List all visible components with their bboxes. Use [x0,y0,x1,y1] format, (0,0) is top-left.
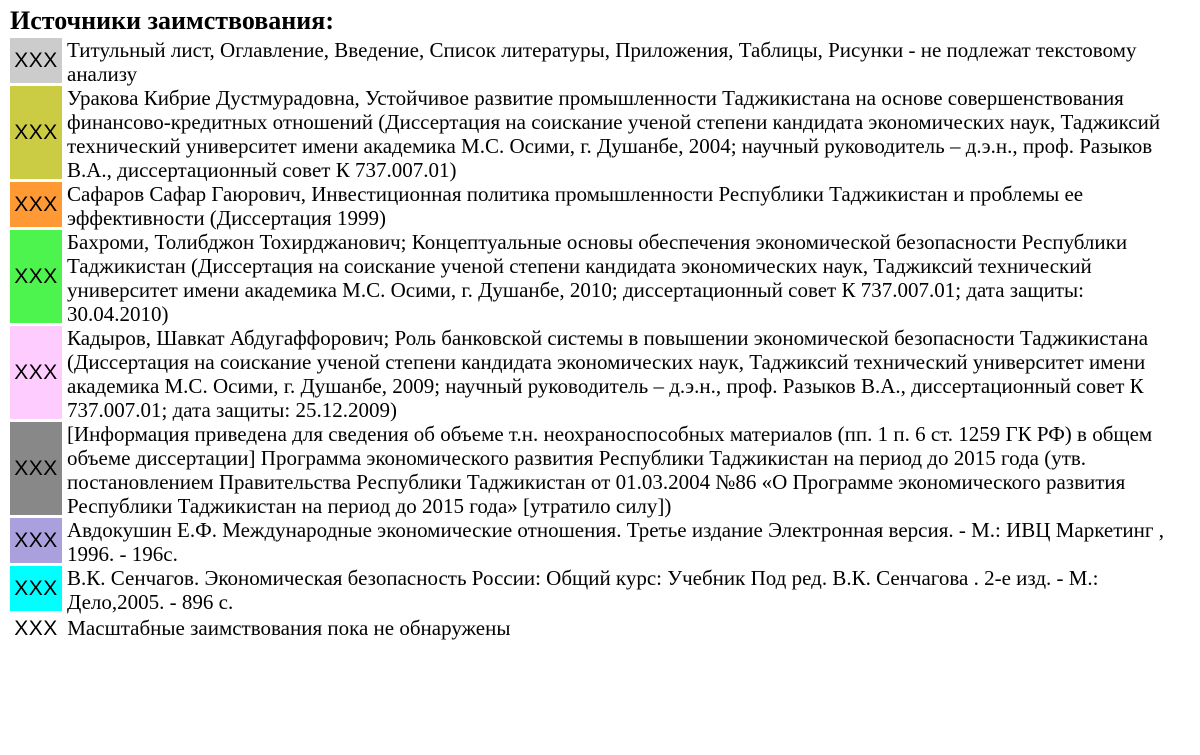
source-swatch-cell [10,230,62,326]
page-title: Источники заимствования: [10,6,334,35]
source-color-swatch: XXX [10,38,62,83]
footer-note [10,616,1190,641]
source-description: [Информация приведена для сведения об объеме т.н. неохраноспособных материалов (пп. 1 п. 6 ст. 1259 ГК РФ) в общем объеме диссертации] Программа экономического развития Республики Таджикистан на период до 2015 года (утв. постановлением Правительства Республики Таджикистан от 01.03.2004 №86 «О Программе экономического развития Республики Таджикистан на период до 2015 года» [утратило силу]) [67,422,1153,518]
source-description: Бахроми, Толибджон Тохирджанович; Концептуальные основы обеспечения экономической безопасности Республики Таджикистан (Диссертация на соискание ученой степени кандидата экономических наук, Таджиксий технический университет имени академика М.С. Осими, г. Душанбе, 2010; диссертационный совет К 737.007.01; дата защиты: 30.04.2010) [67,230,1128,326]
source-swatch-cell [10,566,62,614]
source-color-swatch: XXX [10,422,62,515]
source-color-swatch: XXX [10,518,62,563]
source-color-swatch: XXX [10,566,62,611]
source-row [10,182,1190,230]
source-color-swatch: XXX [10,326,62,419]
source-row [10,230,1190,326]
source-swatch-cell [10,422,62,518]
sources-legend [10,38,1190,614]
source-color-swatch: XXX [10,230,62,323]
source-row [10,518,1190,566]
footer-text: Масштабные заимствования пока не обнаружены [67,616,511,640]
source-row [10,566,1190,614]
source-row [10,422,1190,518]
source-row [10,38,1190,86]
source-swatch-cell [10,38,62,86]
source-row [10,86,1190,182]
source-swatch-cell [10,326,62,422]
source-description: Уракова Кибрие Дустмурадовна, Устойчивое развитие промышленности Таджикистана на основе совершенствования финансово-кредитных отношений (Диссертация на соискание ученой степени кандидата экономических наук, Таджиксий технический университет имени академика М.С. Осими, г. Душанбе, 2004; научный руководитель – д.э.н., проф. Разыков В.А., диссертационный совет К 737.007.01) [67,86,1161,182]
source-color-swatch: XXX [10,86,62,179]
source-swatch-cell [10,518,62,566]
source-description: Сафаров Сафар Гаюрович, Инвестиционная политика промышленности Республики Таджикистан и проблемы ее эффективности (Диссертация 1999) [67,182,1084,230]
source-description: Титульный лист, Оглавление, Введение, Список литературы, Приложения, Таблицы, Рисунки - не подлежат текстовому анализу [67,38,1137,86]
source-description: Авдокушин Е.Ф. Международные экономические отношения. Третье издание Электронная версия. - М.: ИВЦ Маркетинг , 1996. - 196с. [67,518,1164,566]
footer-marker: XXX [14,617,58,640]
source-description: В.К. Сенчагов. Экономическая безопасность России: Общий курс: Учебник Под ред. В.К. Сенчагова . 2-е изд. - М.: Дело,2005. - 896 с. [67,566,1099,614]
source-row [10,326,1190,422]
source-swatch-cell [10,182,62,230]
source-description: Кадыров, Шавкат Абдугаффорович; Роль банковской системы в повышении экономической безопасности Таджикистана (Диссертация на соискание ученой степени кандидата экономических наук, Таджиксий технический университет имени академика М.С. Осими, г. Душанбе, 2009; научный руководитель – д.э.н., проф. Разыков В.А., диссертационный совет К 737.007.01; дата защиты: 25.12.2009) [67,326,1149,422]
source-color-swatch: XXX [10,182,62,227]
source-swatch-cell [10,86,62,182]
